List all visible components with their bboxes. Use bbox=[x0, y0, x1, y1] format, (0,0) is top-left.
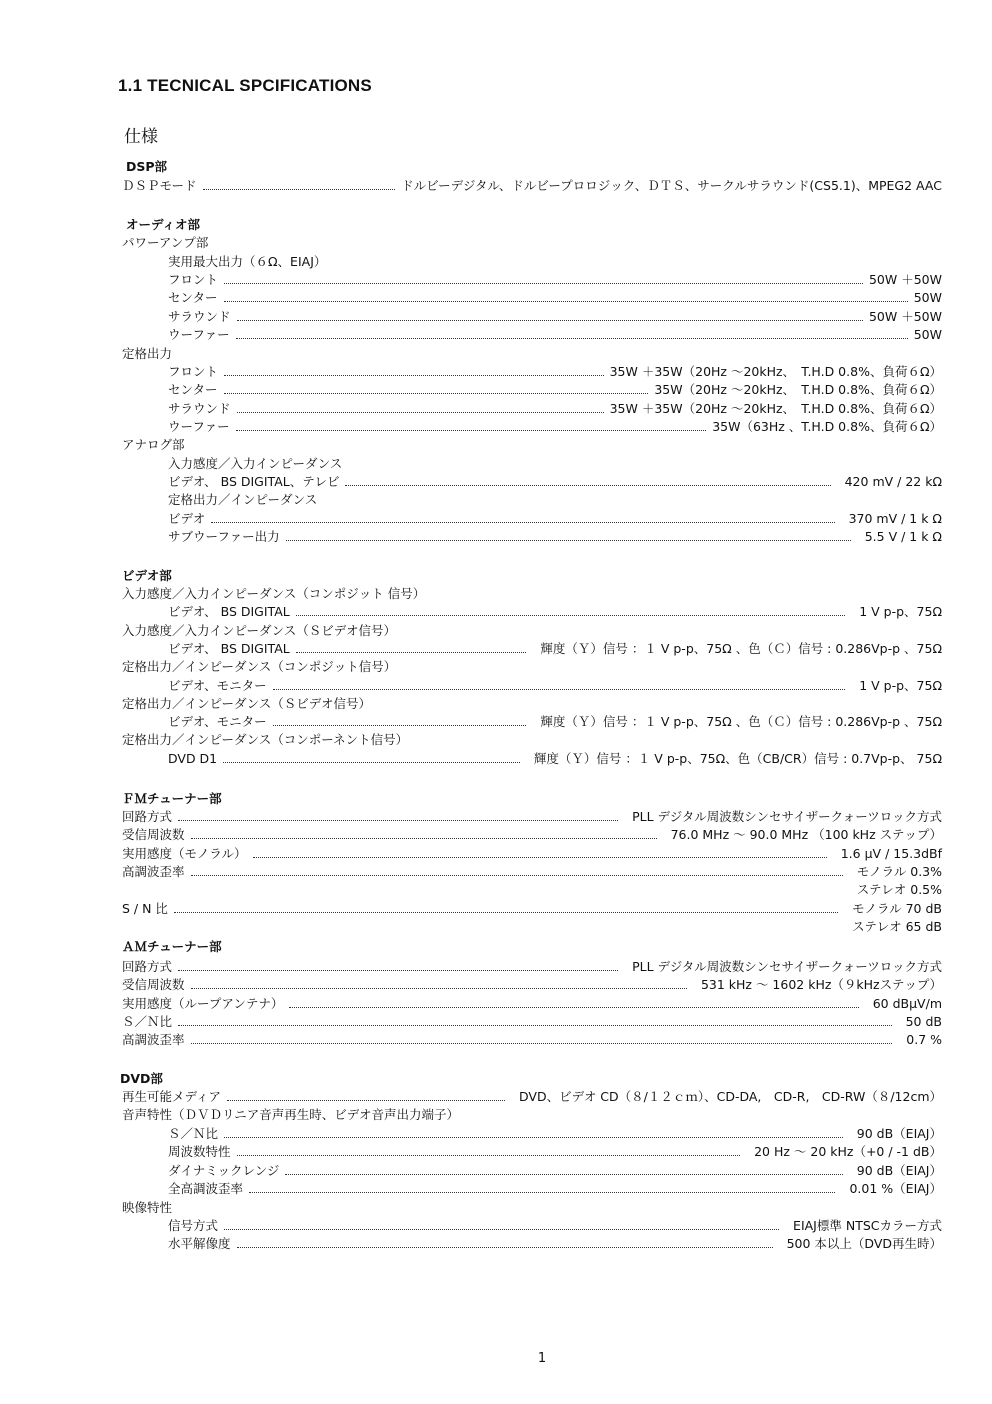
spec-value: 0.7 % bbox=[906, 1032, 942, 1048]
spec-value: 90 dB（EIAJ） bbox=[856, 1126, 942, 1141]
leader-dots bbox=[211, 522, 834, 523]
spec-value: 1 V p-p、75Ω bbox=[859, 677, 942, 693]
spec-value: モノラル 70 dB bbox=[852, 901, 942, 916]
section-heading: DVD部 bbox=[120, 1071, 163, 1086]
spec-key: フロント bbox=[168, 364, 219, 379]
leader-dots bbox=[237, 1247, 773, 1248]
leader-dots bbox=[237, 320, 863, 321]
spec-value: 50W ＋50W bbox=[868, 272, 942, 287]
spec-key: 回路方式 bbox=[122, 809, 173, 824]
spec-value: 50W bbox=[913, 326, 942, 342]
spec-value: EIAJ標準 NTSCカラー方式 bbox=[793, 1218, 942, 1233]
spec-key: ビデオ bbox=[168, 511, 206, 526]
section-heading: ビデオ部 bbox=[122, 568, 172, 583]
leader-dots bbox=[273, 689, 846, 690]
leader-dots bbox=[296, 615, 845, 616]
spec-label: 定格出力／インピーダンス（コンポーネント信号） bbox=[122, 732, 409, 748]
spec-row bbox=[168, 289, 942, 307]
leader-dots bbox=[273, 725, 527, 726]
spec-key: 信号方式 bbox=[168, 1218, 219, 1233]
spec-row bbox=[122, 845, 942, 863]
leader-dots bbox=[224, 375, 604, 376]
spec-label: 入力感度／入力インピーダンス（コンポジット 信号） bbox=[122, 586, 426, 601]
spec-value: 5.5 V / 1 k Ω bbox=[864, 529, 942, 545]
spec-row bbox=[168, 363, 942, 381]
spec-key: ビデオ、 BS DIGITAL、テレビ bbox=[168, 474, 340, 489]
spec-key: ＤＳＰモード bbox=[122, 178, 197, 193]
spec-value: 35W ＋35W（20Hz 〜20kHz、 T.H.D 0.8%、負荷６Ω） bbox=[609, 364, 942, 379]
spec-value: 35W ＋35W（20Hz 〜20kHz、 T.H.D 0.8%、負荷６Ω） bbox=[609, 400, 942, 416]
spec-key: 高調波歪率 bbox=[122, 1032, 185, 1048]
spec-label: 定格出力／インピーダンス（Ｓビデオ信号） bbox=[122, 695, 372, 711]
spec-row bbox=[122, 177, 942, 195]
spec-value: 50W ＋50W bbox=[868, 308, 942, 324]
spec-value: 531 kHz 〜 1602 kHz（９kHzステップ） bbox=[700, 977, 942, 993]
spec-row bbox=[168, 381, 942, 399]
page-number: 1 bbox=[537, 1351, 547, 1366]
spec-value: 0.01 %（EIAJ） bbox=[849, 1180, 942, 1196]
spec-value: 420 mV / 22 kΩ bbox=[844, 474, 942, 489]
spec-value: ドルビーデジタル、ドルビープロロジック、ＤＴＳ、サークルサラウンド(CS5.1)、MPEG2 AAC bbox=[401, 178, 942, 193]
spec-row bbox=[168, 510, 942, 528]
spec-value: DVD、ビデオ CD（８/１２ｃｍ）、CD-DA, CD-R, CD-RW（８/12cm） bbox=[518, 1089, 942, 1104]
leader-dots bbox=[224, 301, 908, 302]
spec-row bbox=[168, 271, 942, 289]
spec-key: ビデオ、モニター bbox=[168, 677, 267, 693]
spec-row bbox=[122, 826, 942, 844]
spec-row bbox=[168, 713, 942, 731]
spec-row bbox=[168, 750, 942, 768]
spec-value: 370 mV / 1 k Ω bbox=[848, 511, 942, 526]
spec-key: 周波数特性 bbox=[168, 1144, 231, 1160]
leader-dots bbox=[286, 540, 851, 541]
spec-value: 35W（63Hz 、T.H.D 0.8%、負荷６Ω） bbox=[712, 418, 942, 434]
spec-row bbox=[168, 603, 942, 621]
spec-value: 輝度（Ｙ）信号 ：１ V p-p、75Ω 、色（Ｃ）信号 : 0.286Vp-p 、75Ω bbox=[540, 640, 942, 656]
spec-value: ステレオ 0.5% bbox=[856, 882, 942, 897]
spec-key: 回路方式 bbox=[122, 959, 173, 974]
spec-key: 受信周波数 bbox=[122, 977, 185, 993]
section-heading: ＦＭチューナー部 bbox=[122, 791, 222, 806]
spec-row bbox=[168, 1125, 942, 1143]
spec-key: DVD D1 bbox=[168, 750, 218, 766]
leader-dots bbox=[223, 762, 520, 763]
leader-dots bbox=[191, 875, 843, 876]
leader-dots bbox=[237, 1155, 741, 1156]
leader-dots bbox=[178, 970, 618, 971]
spec-value: 輝度（Ｙ）信号 ：１ V p-p、75Ω 、色（Ｃ）信号 : 0.286Vp-p 、75Ω bbox=[540, 714, 942, 730]
spec-value: 90 dB（EIAJ） bbox=[856, 1162, 942, 1178]
spec-row bbox=[168, 1235, 942, 1253]
spec-label: 定格出力／インピーダンス bbox=[168, 492, 318, 507]
leader-dots bbox=[227, 1100, 505, 1101]
leader-dots bbox=[191, 988, 687, 989]
spec-value: 35W（20Hz 〜20kHz、 T.H.D 0.8%、負荷６Ω） bbox=[654, 382, 942, 398]
leader-dots bbox=[191, 1043, 893, 1044]
spec-label: パワーアンプ部 bbox=[122, 235, 209, 250]
leader-dots bbox=[345, 485, 830, 486]
spec-label: 定格出力 bbox=[122, 346, 173, 361]
spec-key: サラウンド bbox=[168, 400, 231, 416]
section-heading: オーディオ部 bbox=[126, 217, 201, 232]
leader-dots bbox=[203, 189, 396, 190]
spec-key: センター bbox=[168, 382, 218, 398]
spec-row bbox=[168, 326, 942, 344]
leader-dots bbox=[224, 393, 649, 394]
leader-dots bbox=[249, 1192, 835, 1193]
spec-row bbox=[122, 1013, 942, 1031]
spec-value: 500 本以上（DVD再生時） bbox=[786, 1236, 942, 1252]
spec-key: ビデオ、 BS DIGITAL bbox=[168, 640, 290, 656]
spec-row bbox=[122, 808, 942, 826]
spec-key: 実用感度（モノラル） bbox=[122, 845, 247, 861]
spec-value: ステレオ 65 dB bbox=[852, 919, 942, 934]
spec-key: Ｓ／Ｎ比 bbox=[168, 1126, 219, 1141]
leader-dots bbox=[253, 857, 827, 858]
leader-dots bbox=[224, 1229, 779, 1230]
spec-value: 76.0 MHz 〜 90.0 MHz （100 kHz ステップ） bbox=[670, 827, 942, 843]
spec-row bbox=[168, 308, 942, 326]
leader-dots bbox=[174, 912, 838, 913]
spec-row bbox=[122, 958, 942, 976]
leader-dots bbox=[236, 338, 908, 339]
spec-key: 再生可能メディア bbox=[122, 1089, 222, 1104]
leader-dots bbox=[224, 283, 863, 284]
spec-value: 50 dB bbox=[905, 1013, 942, 1029]
spec-row bbox=[168, 1143, 942, 1161]
spec-value: 50W bbox=[913, 290, 942, 306]
spec-key: 実用感度（ループアンテナ） bbox=[122, 995, 284, 1011]
leader-dots bbox=[191, 838, 657, 839]
spec-key: 全高調波歪率 bbox=[168, 1180, 244, 1196]
spec-value: モノラル 0.3% bbox=[856, 863, 942, 879]
leader-dots bbox=[237, 412, 604, 413]
spec-key: ビデオ、 BS DIGITAL bbox=[168, 604, 290, 620]
spec-label: 入力感度／入力インピーダンス bbox=[168, 456, 343, 471]
spec-key: S / N 比 bbox=[122, 901, 168, 916]
spec-label: 定格出力／インピーダンス（コンポジット信号） bbox=[122, 659, 397, 675]
spec-row bbox=[168, 473, 942, 491]
spec-value: 20 Hz 〜 20 kHz（+0 / -1 dB） bbox=[754, 1144, 942, 1160]
spec-row bbox=[122, 976, 942, 994]
leader-dots bbox=[285, 1174, 842, 1175]
spec-key: サブウーファー出力 bbox=[168, 529, 280, 545]
spec-key: サラウンド bbox=[168, 308, 231, 324]
spec-row bbox=[168, 1217, 942, 1235]
leader-dots bbox=[236, 430, 707, 431]
spec-value: 60 dBμV/m bbox=[872, 995, 942, 1011]
spec-key: フロント bbox=[168, 272, 219, 287]
leader-dots bbox=[178, 820, 618, 821]
spec-row bbox=[168, 528, 942, 546]
spec-row bbox=[122, 900, 942, 918]
leader-dots bbox=[178, 1025, 892, 1026]
spec-key: ダイナミックレンジ bbox=[168, 1162, 280, 1178]
spec-key: ビデオ、モニター bbox=[168, 714, 267, 730]
spec-row bbox=[168, 400, 942, 418]
spec-key: ウーファー bbox=[168, 326, 230, 342]
leader-dots bbox=[296, 652, 527, 653]
spec-value: 輝度（Ｙ）信号 ：１ V p-p、75Ω、色（CB/CR）信号 : 0.7Vp-p、 75Ω bbox=[533, 750, 942, 766]
spec-row bbox=[122, 995, 942, 1013]
spec-label: 実用最大出力（６Ω、EIAJ） bbox=[168, 254, 327, 269]
spec-row bbox=[168, 418, 942, 436]
spec-key: 高調波歪率 bbox=[122, 863, 185, 879]
spec-label: 音声特性（ＤＶＤリニア音声再生時、ビデオ音声出力端子） bbox=[122, 1107, 460, 1122]
spec-label: 映像特性 bbox=[122, 1200, 173, 1215]
spec-row bbox=[168, 1162, 942, 1180]
spec-label: アナログ部 bbox=[122, 437, 185, 452]
page-title: 1.1 TECNICAL SPCIFICATIONS bbox=[118, 76, 372, 95]
page-subtitle: 仕様 bbox=[124, 127, 158, 147]
leader-dots bbox=[224, 1137, 843, 1138]
spec-row bbox=[122, 863, 942, 881]
spec-value: PLL デジタル周波数シンセサイザークォーツロック方式 bbox=[632, 959, 942, 974]
spec-row bbox=[168, 1180, 942, 1198]
leader-dots bbox=[289, 1007, 858, 1008]
spec-row bbox=[122, 1031, 942, 1049]
spec-key: 水平解像度 bbox=[168, 1236, 231, 1252]
spec-key: センター bbox=[168, 290, 218, 306]
spec-key: Ｓ／Ｎ比 bbox=[122, 1013, 173, 1029]
spec-row bbox=[168, 677, 942, 695]
spec-label: 入力感度／入力インピーダンス（Ｓビデオ信号） bbox=[122, 622, 397, 638]
spec-value: 1 V p-p、75Ω bbox=[859, 604, 942, 620]
spec-row bbox=[168, 640, 942, 658]
spec-row bbox=[122, 1088, 942, 1106]
spec-key: ウーファー bbox=[168, 418, 230, 434]
section-heading: DSP部 bbox=[126, 159, 168, 174]
spec-key: 受信周波数 bbox=[122, 827, 185, 843]
spec-value: PLL デジタル周波数シンセサイザークォーツロック方式 bbox=[632, 809, 942, 824]
spec-value: 1.6 μV / 15.3dBf bbox=[840, 845, 942, 861]
section-heading: ＡＭチューナー部 bbox=[122, 939, 222, 954]
